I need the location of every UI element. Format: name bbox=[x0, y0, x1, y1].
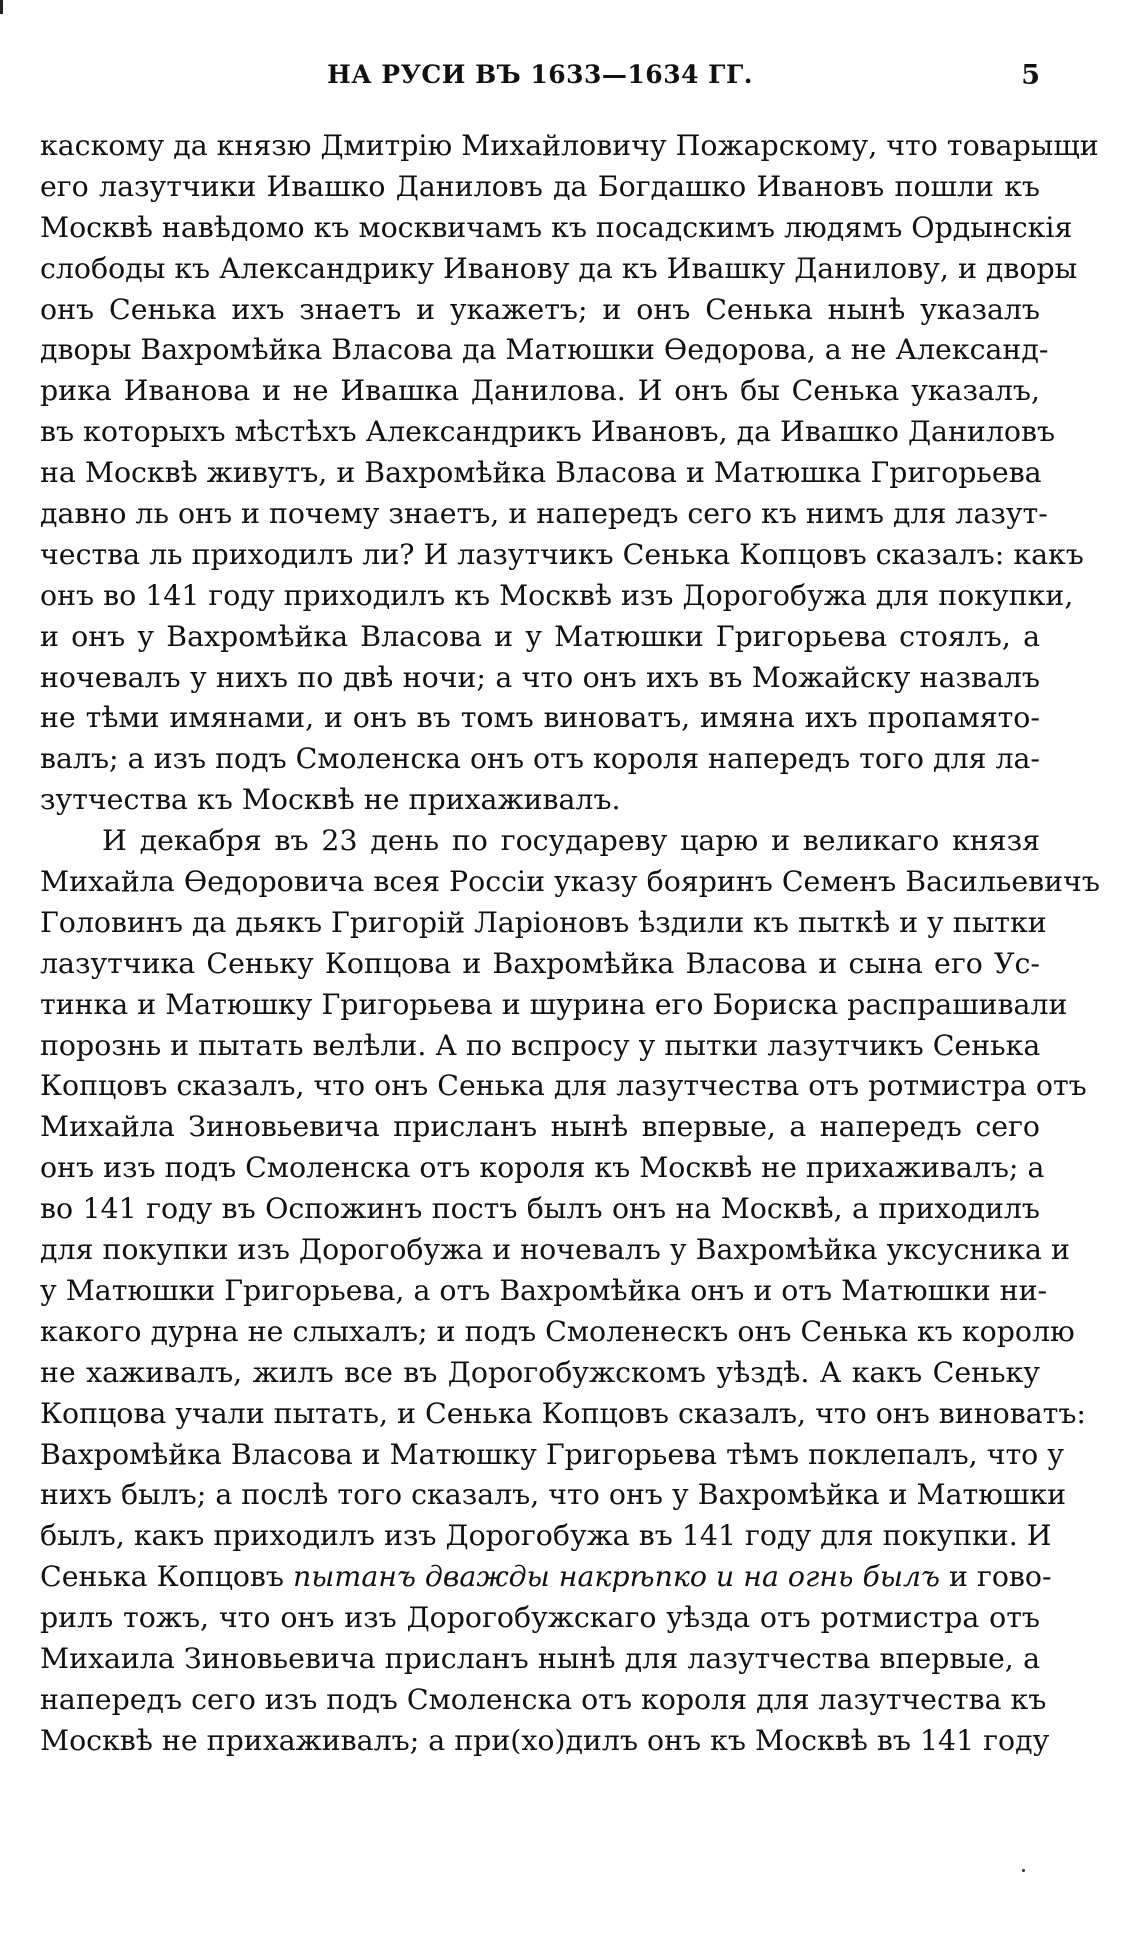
text-line: онъ во 141 году приходилъ къ Москвѣ изъ Дорогобужа для покупки, bbox=[40, 578, 1074, 612]
text-line: Москвѣ навѣдомо къ москвичамъ къ посадскимъ людямъ Ордынскія bbox=[40, 210, 1073, 244]
text-line: Михайла Ѳедоровича всея Россіи указу бояринъ Семенъ Васильевичъ bbox=[40, 865, 1100, 899]
text-line: каскому да князю Дмитрію Михайловичу Пожарскому, что товарыщи bbox=[40, 129, 1099, 162]
italic-phrase: пытанъ дважды накрѣпко и на огнь былъ bbox=[293, 1560, 940, 1594]
text-line: Вахромѣйка Власова и Матюшку Григорьева тѣмъ поклепалъ, что у bbox=[40, 1437, 1064, 1471]
text-line: для покупки изъ Дорогобужа и ночевалъ у Вахромѣйка уксусника и bbox=[40, 1233, 1070, 1267]
text-line: не хаживалъ, жилъ все въ Дорогобужскомъ уѣздѣ. А какъ Сеньку bbox=[40, 1355, 1040, 1389]
text-line: Копцовъ сказалъ, что онъ Сенька для лазутчества отъ ротмистра отъ bbox=[40, 1069, 1087, 1103]
paragraph-1 bbox=[40, 126, 1099, 821]
text-line: порознь и пытать велѣли. А по вспросу у пытки лазутчикъ Сенька bbox=[40, 1028, 1041, 1062]
text-line: И декабря въ 23 день по государеву царю и великаго князя bbox=[102, 824, 1040, 858]
text-line: чества ль приходилъ ли? И лазутчикъ Сенька Копцовъ сказалъ: какъ bbox=[40, 537, 1084, 571]
text-line: валъ; а изъ подъ Смоленска онъ отъ короля напередъ того для ла- bbox=[40, 742, 1040, 776]
text-line: рилъ тожъ, что онъ изъ Дорогобужскаго уѣзда отъ ротмистра отъ bbox=[40, 1601, 1040, 1635]
scan-edge-mark bbox=[0, 0, 3, 14]
text-line: Головинъ да дьякъ Григорій Ларіоновъ ѣздили къ пыткѣ и у пытки bbox=[40, 905, 1047, 939]
text-line: зутчества къ Москвѣ не прихаживалъ. bbox=[40, 783, 621, 817]
paragraph-2 bbox=[40, 821, 1100, 1761]
scan-speck bbox=[1022, 1869, 1025, 1872]
text-line: въ которыхъ мѣстѣхъ Александрикъ Ивановъ, да Ивашко Даниловъ bbox=[40, 415, 1056, 449]
text-line: не тѣми имянами, и онъ въ томъ виноватъ, имяна ихъ пропамято- bbox=[40, 701, 1040, 735]
text-line: во 141 году въ Оспожинъ постъ былъ онъ на Москвѣ, а приходилъ bbox=[40, 1192, 1040, 1226]
text-line: напередъ сего изъ подъ Смоленска отъ короля для лазутчества къ bbox=[40, 1682, 1047, 1716]
text-line: былъ, какъ приходилъ изъ Дорогобужа въ 141 году для покупки. И bbox=[40, 1519, 1052, 1553]
text-line: нихъ былъ; а послѣ того сказалъ, что онъ у Вахромѣйка и Матюшки bbox=[40, 1478, 1067, 1512]
text-line: тинка и Матюшку Григорьева и шурина его Бориска распрашивали bbox=[40, 987, 1068, 1021]
running-title: НА РУСИ ВЪ 1633—1634 ГГ. bbox=[327, 60, 753, 89]
text-line: его лазутчики Ивашко Даниловъ да Богдашко Ивановъ пошли къ bbox=[40, 169, 1040, 203]
text-line: дворы Вахромѣйка Власова да Матюшки Ѳедорова, а не Александ- bbox=[40, 333, 1049, 367]
page-number: 5 bbox=[1021, 60, 1040, 91]
text-line: и онъ у Вахромѣйка Власова и у Матюшки Григорьева стоялъ, а bbox=[40, 619, 1040, 653]
line-text-before-italic: Сенька Копцовъ bbox=[40, 1560, 294, 1594]
text-line: ночевалъ у нихъ по двѣ ночи; а что онъ ихъ въ Можайску назвалъ bbox=[40, 660, 1040, 694]
text-line: слободы къ Александрику Иванову да къ Ивашку Данилову, и дворы bbox=[40, 251, 1078, 285]
text-line: Михаила Зиновьевича присланъ нынѣ для лазутчества впервые, а bbox=[40, 1641, 1040, 1675]
text-line: на Москвѣ живутъ, и Вахромѣйка Власова и Матюшка Григорьева bbox=[40, 456, 1042, 490]
text-line: рика Иванова и не Ивашка Данилова. И онъ бы Сенька указалъ, bbox=[40, 374, 1040, 408]
text-line: онъ Сенька ихъ знаетъ и укажетъ; и онъ Сенька нынѣ указалъ bbox=[40, 292, 1040, 326]
text-line: Копцова учали пытать, и Сенька Копцовъ сказалъ, что онъ виноватъ: bbox=[40, 1396, 1086, 1430]
text-line: давно ль онъ и почему знаетъ, и напередъ сего къ нимъ для лазут- bbox=[40, 497, 1048, 531]
line-text-after-italic: и гово- bbox=[939, 1560, 1052, 1594]
page-header bbox=[40, 60, 1040, 100]
text-line: Москвѣ не прихаживалъ; а при(хо)дилъ онъ къ Москвѣ въ 141 году bbox=[40, 1723, 1050, 1757]
text-line-with-italic bbox=[40, 1557, 1052, 1598]
body-text bbox=[40, 126, 1100, 1762]
text-line: у Матюшки Григорьева, а отъ Вахромѣйка онъ и отъ Матюшки ни- bbox=[40, 1273, 1048, 1307]
text-line: какого дурна не слыхалъ; и подъ Смоленескъ онъ Сенька къ королю bbox=[40, 1314, 1075, 1348]
text-line: онъ изъ подъ Смоленска отъ короля къ Москвѣ не прихаживалъ; а bbox=[40, 1151, 1045, 1185]
text-line: лазутчика Сеньку Копцова и Вахромѣйка Власова и сына его Ус- bbox=[40, 946, 1040, 980]
text-line: Михайла Зиновьевича присланъ нынѣ впервые, а напередъ сего bbox=[40, 1110, 1040, 1144]
